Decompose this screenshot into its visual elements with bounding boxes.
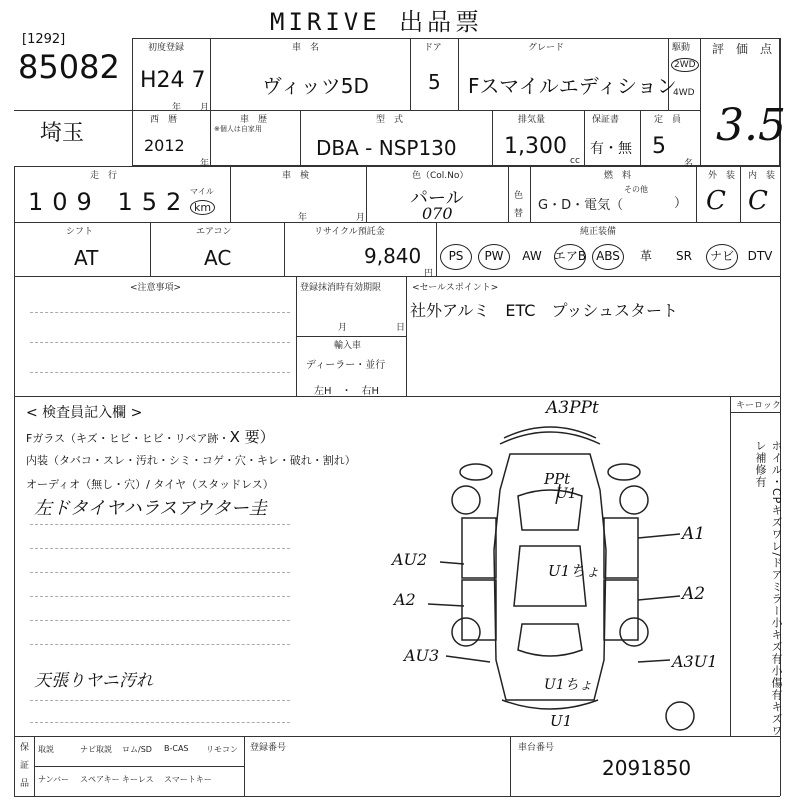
color-number: 070 [422,204,453,223]
equipment-label-2: AW [522,249,542,263]
equipment-label-4: ABS [596,249,620,263]
fuel-other: その他 [624,185,648,194]
equipment-4 [590,244,626,268]
key-lock-label: キーロック [736,401,781,411]
grade: Fスマイルエディション [468,74,677,98]
history-label: 車 歴 [240,115,268,125]
footer-top-item-1: ナビ取説 [80,745,112,754]
footer-label-1: 保 [20,743,30,753]
year-suffix: 年 [200,159,210,169]
hand-note-tire: 左ドタイヤハラスアウター圭 [34,498,267,519]
equipment-label-3: エアB [553,249,587,263]
equipment-1 [476,244,512,268]
import-steering: 左H ・ 右H [314,386,380,397]
mileage-unit-mile: マイル [190,187,214,196]
mileage-unit-km [190,200,215,215]
score-label: 評 価 点 [712,42,773,56]
mark-left-rear: AU3 [404,646,440,665]
inspection-label: 車 検 [282,171,310,181]
footer-top-item-3: B-CAS [164,744,189,753]
lot-code: [1292] [22,32,66,47]
footer-bottom-item-0: ナンバー [38,775,70,784]
equipment-2 [514,244,550,268]
ac-label: エアコン [196,227,232,237]
interior-value: C [748,186,768,216]
interior-label: 内 装 [748,171,776,181]
hand-note-ceiling: 天張りヤニ汚れ [34,671,153,691]
footer-label-2: 証 [20,761,30,771]
model-label: 型 式 [376,115,404,125]
color-change-2: 替 [514,209,524,219]
equipment-0 [438,244,474,268]
displacement-label: 排気量 [518,115,546,125]
drive-4wd: 4WD [673,88,695,98]
equipment-8 [742,244,778,268]
shift-value: AT [74,246,99,270]
first-reg-label: 初度登録 [148,43,185,53]
footer-top-item-4: リモコン [206,745,238,754]
caution-label: <注意事項> [130,283,182,293]
color-change-1: 色 [514,191,524,201]
month-label: 月 [200,103,210,113]
equipment-3 [552,244,588,268]
western-year-label: 西 暦 [150,115,178,125]
footer-top-item-0: 取説 [38,745,54,754]
interior-line: 内装（タバコ・スレ・汚れ・シミ・コゲ・穴・キレ・破れ・割れ） [26,454,356,467]
mark-right-front: A1 [682,524,706,544]
region: 埼玉 [40,121,85,146]
mileage-label: 走 行 [90,171,118,181]
fuel-value: G・D・電気（ [538,198,624,213]
capacity: 5 [652,134,666,159]
equipment-label-5: 革 [639,249,652,263]
model: DBA - NSP130 [316,136,457,160]
sales-points: 社外アルミ ETC プッシュスタート [410,301,679,320]
warranty: 有・無 [590,141,632,157]
km-text: km [194,201,212,214]
shift-label: シフト [66,227,94,237]
form-title: MIRIVE 出品票 [270,8,484,36]
mark-right-rear: A2 [682,584,706,604]
glass-mark: X 要） [229,428,275,446]
capacity-label: 定 員 [654,115,682,125]
equipment-5 [628,244,664,268]
inspection-year: 年 [298,213,308,223]
fuel-label: 燃 料 [604,171,632,181]
mileage: 109 152 [28,188,191,216]
recycle-value: 9,840 [364,244,422,268]
equipment-label-8: DTV [747,249,773,263]
year-label: 年 [172,103,182,113]
inspection-month: 月 [356,213,366,223]
footer-bottom-item-2: キーレス [122,775,154,784]
equipment-label-6: SR [676,249,692,263]
glass-line [26,426,275,447]
expiry-month: 月 [338,323,348,333]
drive-2wd-text: 2WD [674,60,696,70]
inspector-title: < 検査員記入欄 > [26,405,143,421]
car-name-label: 車 名 [292,43,320,53]
audio-line: オーディオ（無し・穴）/ タイヤ（スタッドレス） [26,478,274,491]
reg-no-label: 登録番号 [250,743,287,753]
score-value: 3.5 [716,100,786,151]
exterior-value: C [706,186,726,216]
footer-label-3: 品 [20,779,30,789]
equipment-6 [666,244,702,268]
mark-roof: U1ちょ [548,562,601,580]
mark-left-mid: A2 [394,590,416,609]
footer-top-item-2: ロム/SD [122,745,152,754]
grade-label: グレード [528,43,565,53]
car-name: ヴィッツ5D [262,74,369,98]
warranty-label: 保証書 [592,115,620,125]
mark-hood: PPt [544,470,571,488]
equipment-label-0: PS [448,249,464,263]
expiry-day: 日 [396,323,406,333]
displacement: 1,300 [504,134,567,159]
chassis-number: 2091850 [602,756,692,780]
footer-bottom-item-3: スマートキー [164,775,212,784]
doors: 5 [428,70,441,94]
recycle-unit: 円 [424,269,434,279]
recycle-label: リサイクル預託金 [314,227,385,237]
footer-bottom-item-1: スペアキー [80,775,120,784]
wheel-side-note: ホイル・CPキズワレ/ドアミラー小キズ有小傷有キズワレ補修有 [754,440,783,738]
mark-left-front: AU2 [392,550,428,569]
import-label: 輸入車 [334,341,362,351]
fuel-close: ） [674,196,688,211]
chassis-label: 車台番号 [518,743,555,753]
ac-value: AC [204,246,232,270]
color: パール [410,188,464,209]
expiry-label: 登録抹消時有効期限 [300,283,382,293]
drive-label: 駆動 [672,43,691,53]
cc-label: cc [570,156,580,166]
drive-2wd [671,58,699,72]
mark-right-back: A3U1 [672,652,718,671]
equipment-label-7: ナビ [709,249,734,263]
first-reg-value: H24 7 [140,68,206,93]
mark-trunk: U1ちょ [544,677,593,693]
door-label: ドア [424,43,442,53]
western-year: 2012 [144,136,185,155]
mark-hood-u: U1 [556,486,577,502]
mark-rear: U1 [550,712,573,730]
lot-box [14,30,134,110]
capacity-unit: 名 [684,159,694,169]
import-dealer: ディーラー・並行 [306,360,386,371]
mark-top: A3PPt [546,398,599,418]
lot-number: 85082 [18,48,120,86]
equipment-7 [704,244,740,268]
history-note: ※個人は自家用 [214,125,262,133]
color-label: 色（Col.No） [412,171,469,181]
sales-label: <セールスポイント> [412,283,499,293]
equipment-label-1: PW [484,249,504,263]
equipment-label: 純正装備 [580,227,617,237]
exterior-label: 外 装 [708,171,736,181]
glass-text: Fガラス（キズ・ヒビ・ヒビ・リペア跡・ [26,432,230,445]
